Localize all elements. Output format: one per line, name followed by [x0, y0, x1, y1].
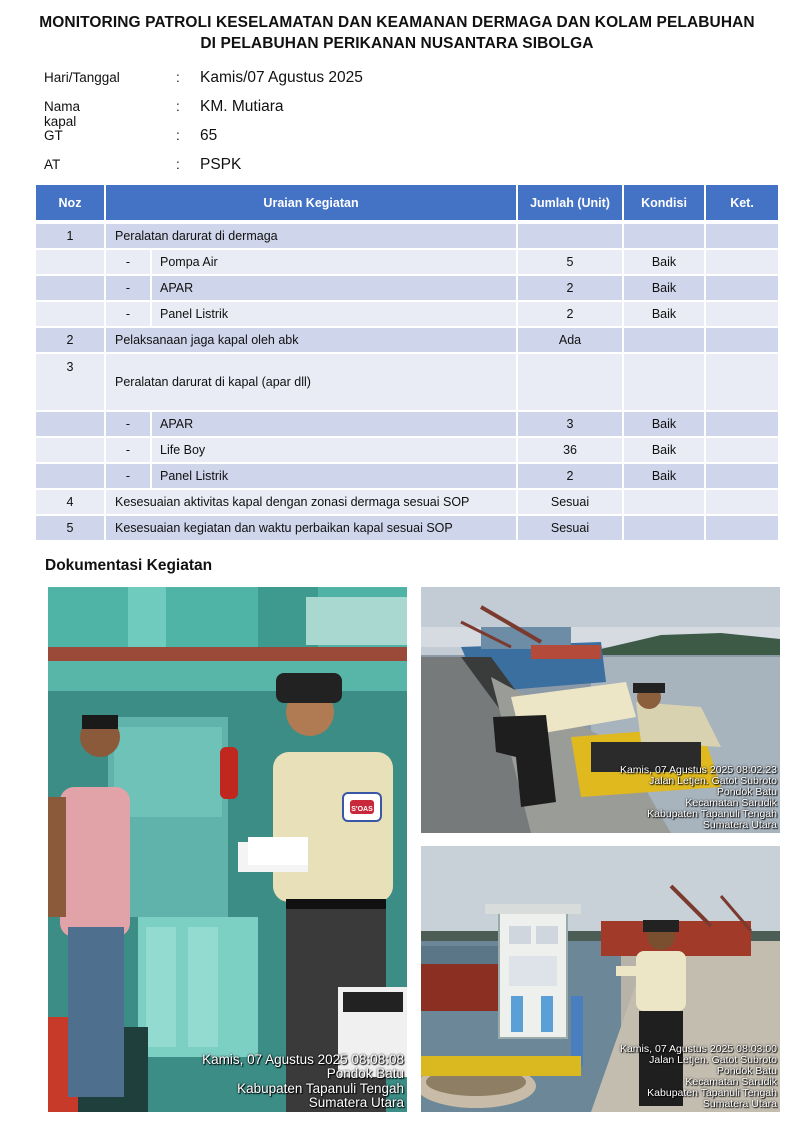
row-condition: Baik: [624, 464, 706, 490]
row-condition: Baik: [624, 438, 706, 464]
row-condition: [624, 354, 706, 412]
row-condition: Baik: [624, 412, 706, 438]
row-dash: -: [106, 250, 152, 276]
photo-timestamp-1: Kamis, 07 Agustus 2025 08:08:08 Pondok Batu Kabupaten Tapanuli Tengah Sumatera Utara: [202, 1052, 404, 1110]
row-notes: [706, 224, 780, 250]
row-condition: [624, 328, 706, 354]
row-number: [36, 412, 106, 438]
row-number: 2: [36, 328, 106, 354]
row-notes: [706, 464, 780, 490]
meta-value-at: PSPK: [200, 156, 242, 173]
row-quantity: 2: [518, 464, 624, 490]
table-row: [36, 276, 780, 302]
row-notes: [706, 250, 780, 276]
col-header-condition: Kondisi: [624, 185, 706, 222]
row-notes: [706, 328, 780, 354]
row-dash: -: [106, 276, 152, 302]
row-quantity: 2: [518, 302, 624, 328]
table-row: [36, 490, 780, 516]
documentation-heading: Dokumentasi Kegiatan: [45, 557, 213, 574]
row-notes: [706, 412, 780, 438]
table-row: [36, 328, 780, 354]
row-condition: [624, 224, 706, 250]
meta-value-date: Kamis/07 Agustus 2025: [200, 69, 363, 86]
row-notes: [706, 438, 780, 464]
row-notes: [706, 276, 780, 302]
row-item: Panel Listrik: [152, 464, 518, 490]
row-number: [36, 302, 106, 328]
row-notes: [706, 354, 780, 412]
meta-label: Nama kapal: [44, 99, 81, 129]
row-quantity: 36: [518, 438, 624, 464]
row-item: Panel Listrik: [152, 302, 518, 328]
row-notes: [706, 516, 780, 542]
row-condition: [624, 490, 706, 516]
row-number: 4: [36, 490, 106, 516]
row-condition: Baik: [624, 276, 706, 302]
row-quantity: 5: [518, 250, 624, 276]
meta-colon: :: [176, 157, 180, 172]
table-row: [36, 302, 780, 328]
meta-colon: :: [176, 128, 180, 143]
row-notes: [706, 302, 780, 328]
table-row: [36, 412, 780, 438]
row-description: Kesesuaian aktivitas kapal dengan zonasi dermaga sesuai SOP: [106, 490, 518, 516]
row-quantity: [518, 354, 624, 412]
row-quantity: [518, 224, 624, 250]
row-quantity: Sesuai: [518, 490, 624, 516]
row-description: Peralatan darurat di kapal (apar dll): [106, 354, 518, 412]
badge-text: S'OAS: [351, 806, 373, 813]
row-number: 1: [36, 224, 106, 250]
row-quantity: 2: [518, 276, 624, 302]
col-header-quantity: Jumlah (Unit): [518, 185, 624, 222]
row-number: [36, 438, 106, 464]
row-number: 3: [36, 354, 106, 412]
row-description: Pelaksanaan jaga kapal oleh abk: [106, 328, 518, 354]
row-dash: -: [106, 438, 152, 464]
title-line-1: MONITORING PATROLI KESELAMATAN DAN KEAMANAN DERMAGA DAN KOLAM PELABUHAN: [39, 14, 755, 31]
row-description: Kesesuaian kegiatan dan waktu perbaikan kapal sesuai SOP: [106, 516, 518, 542]
row-item: APAR: [152, 276, 518, 302]
row-item: APAR: [152, 412, 518, 438]
document-title: [0, 12, 794, 54]
row-number: 5: [36, 516, 106, 542]
col-header-description: Uraian Kegiatan: [106, 185, 518, 222]
row-number: [36, 250, 106, 276]
photo-pier-yellow-box: [421, 587, 780, 833]
meta-colon: :: [176, 70, 180, 85]
meta-label: Hari/Tanggal: [44, 70, 120, 85]
meta-value-ship: KM. Mutiara: [200, 98, 284, 115]
boat-interior-illustration: [48, 587, 407, 1112]
title-line-2: DI PELABUHAN PERIKANAN NUSANTARA SIBOLGA: [200, 35, 594, 52]
table-row: [36, 516, 780, 542]
photo-timestamp-2: Kamis, 07 Agustus 2025 08:02:23 Jalan Letjen. Gatot Subroto Pondok Batu Kecamatan Sarudik Kabupaten Tapanuli Tengah Sumatera Utara: [619, 763, 777, 831]
meta-value-gt: 65: [200, 127, 218, 144]
row-condition: [624, 516, 706, 542]
meta-label: GT: [44, 128, 63, 143]
table-row: [36, 354, 780, 412]
row-item: Pompa Air: [152, 250, 518, 276]
photo-timestamp-3: Kamis, 07 Agustus 2025 08:03:00 Jalan Letjen. Gatot Subroto Pondok Batu Kecamatan Sarudik Kabupaten Tapanuli Tengah Sumatera Utara: [619, 1042, 777, 1110]
table-header-row: [36, 185, 780, 222]
row-quantity: Sesuai: [518, 516, 624, 542]
row-item: Life Boy: [152, 438, 518, 464]
photo-pier-electric-panel: [421, 846, 780, 1112]
meta-colon: :: [176, 99, 180, 114]
table-row: [36, 464, 780, 490]
row-dash: -: [106, 302, 152, 328]
table-row: [36, 438, 780, 464]
row-description: Peralatan darurat di dermaga: [106, 224, 518, 250]
meta-label: AT: [44, 157, 61, 172]
row-notes: [706, 490, 780, 516]
row-quantity: Ada: [518, 328, 624, 354]
col-header-notes: Ket.: [706, 185, 780, 222]
activity-table: [36, 185, 780, 542]
row-quantity: 3: [518, 412, 624, 438]
col-header-no: Noz: [36, 185, 106, 222]
row-dash: -: [106, 464, 152, 490]
row-number: [36, 276, 106, 302]
table-row: [36, 224, 780, 250]
table-row: [36, 250, 780, 276]
row-condition: Baik: [624, 302, 706, 328]
row-dash: -: [106, 412, 152, 438]
row-number: [36, 464, 106, 490]
row-condition: Baik: [624, 250, 706, 276]
photo-officer-inspection: [48, 587, 407, 1112]
